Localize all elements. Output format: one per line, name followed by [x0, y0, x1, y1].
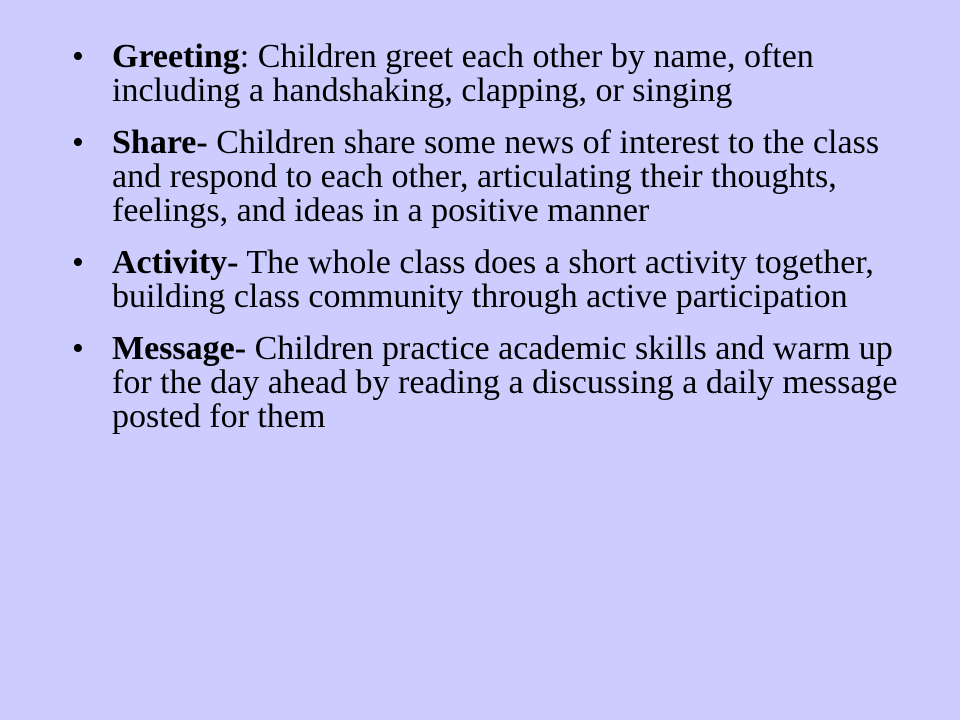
bullet-text: The whole class does a short activity together, building class community through active participation: [112, 244, 874, 315]
bullet-icon: •: [72, 124, 84, 161]
bullet-text: Children greet each other by name, often including a handshaking, clapping, or singing: [112, 38, 814, 109]
bullet-text: Children share some news of interest to the class and respond to each other, articulating their thoughts, feelings, and ideas in a positive manner: [112, 124, 880, 229]
bullet-icon: •: [72, 330, 84, 367]
bullet-separator: :: [239, 38, 258, 75]
bullet-list: [72, 40, 932, 452]
bullet-term: Activity-: [112, 244, 239, 281]
bullet-term: Share-: [112, 124, 208, 161]
bullet-item-message: [72, 332, 932, 434]
bullet-icon: •: [72, 38, 84, 75]
bullet-item-greeting: [72, 40, 932, 108]
bullet-term: Greeting: [112, 38, 240, 75]
bullet-item-share: [72, 126, 932, 228]
bullet-term: Message-: [112, 330, 247, 367]
bullet-icon: •: [72, 244, 84, 281]
bullet-separator: [246, 330, 255, 367]
bullet-separator: [208, 124, 217, 161]
bullet-text: Children practice academic skills and warm up for the day ahead by reading a discussing a daily message posted for them: [112, 330, 898, 435]
bullet-item-activity: [72, 246, 932, 314]
